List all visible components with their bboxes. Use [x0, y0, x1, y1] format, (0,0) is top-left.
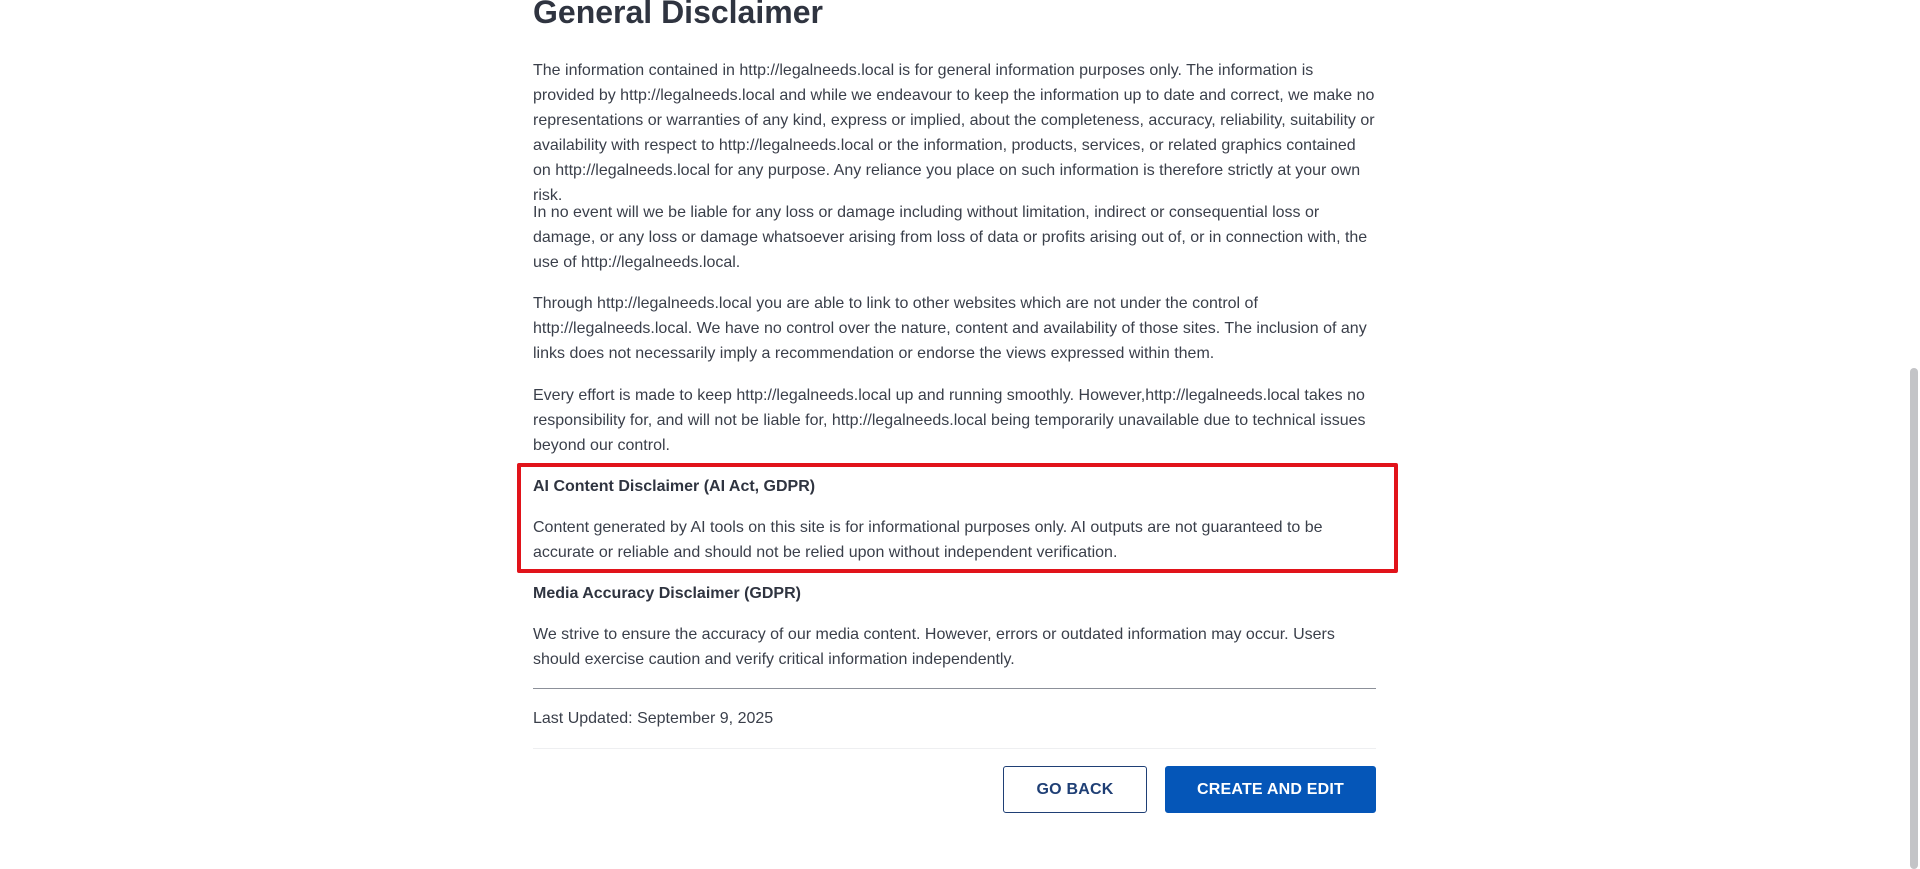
page-title: General Disclaimer	[533, 0, 823, 30]
paragraph-liability: In no event will we be liable for any loss or damage including without limitation, indirect or consequential loss or damage, or any loss or damage whatsoever arising from loss of data or profits arising out of, or in connection with, the use of http://legalneeds.local.	[533, 204, 1368, 271]
media-disclaimer-heading: Media Accuracy Disclaimer (GDPR)	[533, 585, 801, 602]
footer-divider	[533, 748, 1376, 749]
last-updated-text: Last Updated: September 9, 2025	[533, 710, 774, 727]
create-and-edit-button[interactable]: CREATE AND EDIT	[1165, 766, 1376, 813]
ai-disclaimer-text: Content generated by AI tools on this site is for informational purposes only. AI outputs are not guaranteed to be accurate or reliable and should not be relied upon without independent verification.	[533, 519, 1323, 561]
vertical-scrollbar[interactable]	[1908, 0, 1920, 869]
ai-section-highlight-box	[517, 463, 1398, 573]
section-divider	[533, 688, 1376, 689]
media-disclaimer-text: We strive to ensure the accuracy of our media content. However, errors or outdated information may occur. Users should exercise caution and verify critical information independently.	[533, 626, 1335, 668]
paragraph-general-info: The information contained in http://legalneeds.local is for general information purposes only. The information is provided by http://legalneeds.local and while we endeavour to keep the information up to date and correct, we make no representations or warranties of any kind, express or implied, about the completeness, accuracy, reliability, suitability or availability with respect to http://legalneeds.local or the information, products, services, or related graphics contained on http://legalneeds.local for any purpose. Any reliance you place on such information is therefore strictly at your own risk.	[533, 62, 1375, 204]
paragraph-availability: Every effort is made to keep http://legalneeds.local up and running smoothly. However,http://legalneeds.local takes no responsibility for, and will not be liable for, http://legalneeds.local being temporarily unavailable due to technical issues beyond our control.	[533, 387, 1366, 454]
scrollbar-thumb[interactable]	[1910, 368, 1918, 869]
go-back-button[interactable]: GO BACK	[1003, 766, 1147, 813]
ai-disclaimer-heading: AI Content Disclaimer (AI Act, GDPR)	[533, 478, 816, 495]
paragraph-external-links: Through http://legalneeds.local you are able to link to other websites which are not under the control of http://legalneeds.local. We have no control over the nature, content and availability of those sites. The inclusion of any links does not necessarily imply a recommendation or endorse the views expressed within them.	[533, 295, 1367, 362]
